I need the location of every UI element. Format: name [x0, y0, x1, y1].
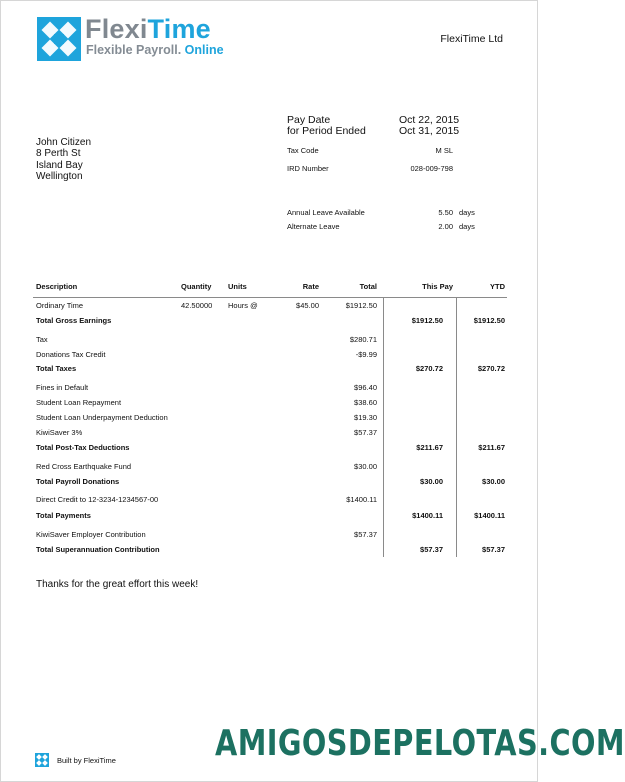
table-cell-ytd: $57.37	[482, 545, 505, 554]
alternate-leave-value: 2.00	[438, 222, 453, 231]
ird-label: IRD Number	[287, 164, 329, 173]
table-cell-description: Direct Credit to 12-3234-1234567-00	[36, 495, 159, 504]
table-cell-description: Student Loan Repayment	[36, 398, 122, 407]
table-divider-total	[383, 297, 384, 557]
flexitime-footer-icon	[35, 753, 49, 767]
tax-code-value: M SL	[435, 146, 453, 155]
table-cell-rate: $45.00	[296, 301, 319, 310]
employee-suburb: Island Bay	[36, 159, 83, 171]
table-cell-description: Total Gross Earnings	[36, 316, 112, 325]
table-header-rule	[33, 297, 507, 298]
brand-tagline: Flexible Payroll. Online	[86, 43, 224, 57]
table-cell-description: Total Superannuation Contribution	[36, 545, 160, 554]
col-header-total: Total	[359, 282, 377, 291]
company-name: FlexiTime Ltd	[440, 33, 503, 45]
col-header-description: Description	[36, 282, 78, 291]
annual-leave-unit: days	[459, 208, 475, 217]
table-cell-total: $57.37	[354, 428, 377, 437]
table-cell-description: Total Post-Tax Deductions	[36, 443, 130, 452]
table-cell-total: $57.37	[354, 530, 377, 539]
table-cell-description: Total Payments	[36, 511, 91, 520]
table-cell-total: $96.40	[354, 383, 377, 392]
ird-value: 028-009-798	[410, 164, 453, 173]
table-cell-description: KiwiSaver Employer Contribution	[36, 530, 146, 539]
table-cell-total: $1400.11	[346, 495, 377, 504]
table-cell-units: Hours @	[228, 301, 258, 310]
annual-leave-value: 5.50	[438, 208, 453, 217]
period-value: Oct 31, 2015	[399, 125, 460, 137]
table-cell-total: $19.30	[354, 413, 377, 422]
table-cell-quantity: 42.50000	[181, 301, 213, 310]
period-label: for Period Ended	[287, 125, 366, 137]
table-cell-this-pay: $57.37	[420, 545, 443, 554]
table-cell-description: Donations Tax Credit	[36, 350, 106, 359]
table-cell-ytd: $270.72	[477, 364, 505, 373]
table-cell-total: $1912.50	[345, 301, 377, 310]
table-cell-description: Total Taxes	[36, 364, 77, 373]
table-cell-description: Total Payroll Donations	[36, 477, 120, 486]
table-cell-description: KiwiSaver 3%	[36, 428, 83, 437]
table-cell-ytd: $211.67	[478, 443, 505, 452]
employer-note: Thanks for the great effort this week!	[36, 579, 199, 590]
employee-name: John Citizen	[36, 137, 92, 148]
alternate-leave-unit: days	[459, 222, 475, 231]
pay-date-value: Oct 22, 2015	[399, 114, 460, 126]
table-cell-this-pay: $1912.50	[411, 316, 443, 325]
table-cell-ytd: $30.00	[482, 477, 505, 486]
table-cell-ytd: $1912.50	[473, 316, 505, 325]
watermark-text: AMIGOSDEPELOTAS.COM	[215, 723, 625, 764]
table-cell-total: $280.71	[349, 335, 377, 344]
table-cell-description: Ordinary Time	[36, 301, 84, 310]
employee-address	[36, 137, 91, 182]
table-cell-this-pay: $270.72	[415, 364, 443, 373]
table-cell-total: -$9.99	[355, 350, 377, 359]
table-cell-total: $30.00	[354, 462, 377, 471]
table-cell-this-pay: $211.67	[416, 443, 443, 452]
pay-date-label: Pay Date	[287, 114, 331, 126]
annual-leave-label: Annual Leave Available	[287, 208, 365, 217]
table-cell-description: Tax	[36, 335, 48, 344]
table-cell-ytd: $1400.11	[474, 511, 505, 520]
employee-street: 8 Perth St	[36, 148, 81, 160]
table-cell-this-pay: $30.00	[420, 477, 443, 486]
col-header-rate: Rate	[302, 282, 319, 291]
footer-credit: Built by FlexiTime	[57, 756, 116, 765]
col-header-this-pay: This Pay	[422, 282, 453, 291]
table-cell-description: Red Cross Earthquake Fund	[36, 462, 132, 471]
col-header-ytd: YTD	[490, 282, 505, 291]
alternate-leave-label: Alternate Leave	[287, 222, 340, 231]
brand-name: FlexiTime	[85, 14, 211, 44]
table-cell-total: $38.60	[354, 398, 377, 407]
employee-city: Wellington	[36, 170, 83, 182]
col-header-units: Units	[228, 282, 247, 291]
table-cell-description: Fines in Default	[36, 383, 89, 392]
col-header-quantity: Quantity	[181, 282, 212, 291]
tax-code-label: Tax Code	[287, 146, 319, 155]
table-cell-this-pay: $1400.11	[412, 511, 443, 520]
table-cell-description: Student Loan Underpayment Deduction	[36, 413, 168, 422]
flexitime-logo-icon	[37, 17, 81, 61]
